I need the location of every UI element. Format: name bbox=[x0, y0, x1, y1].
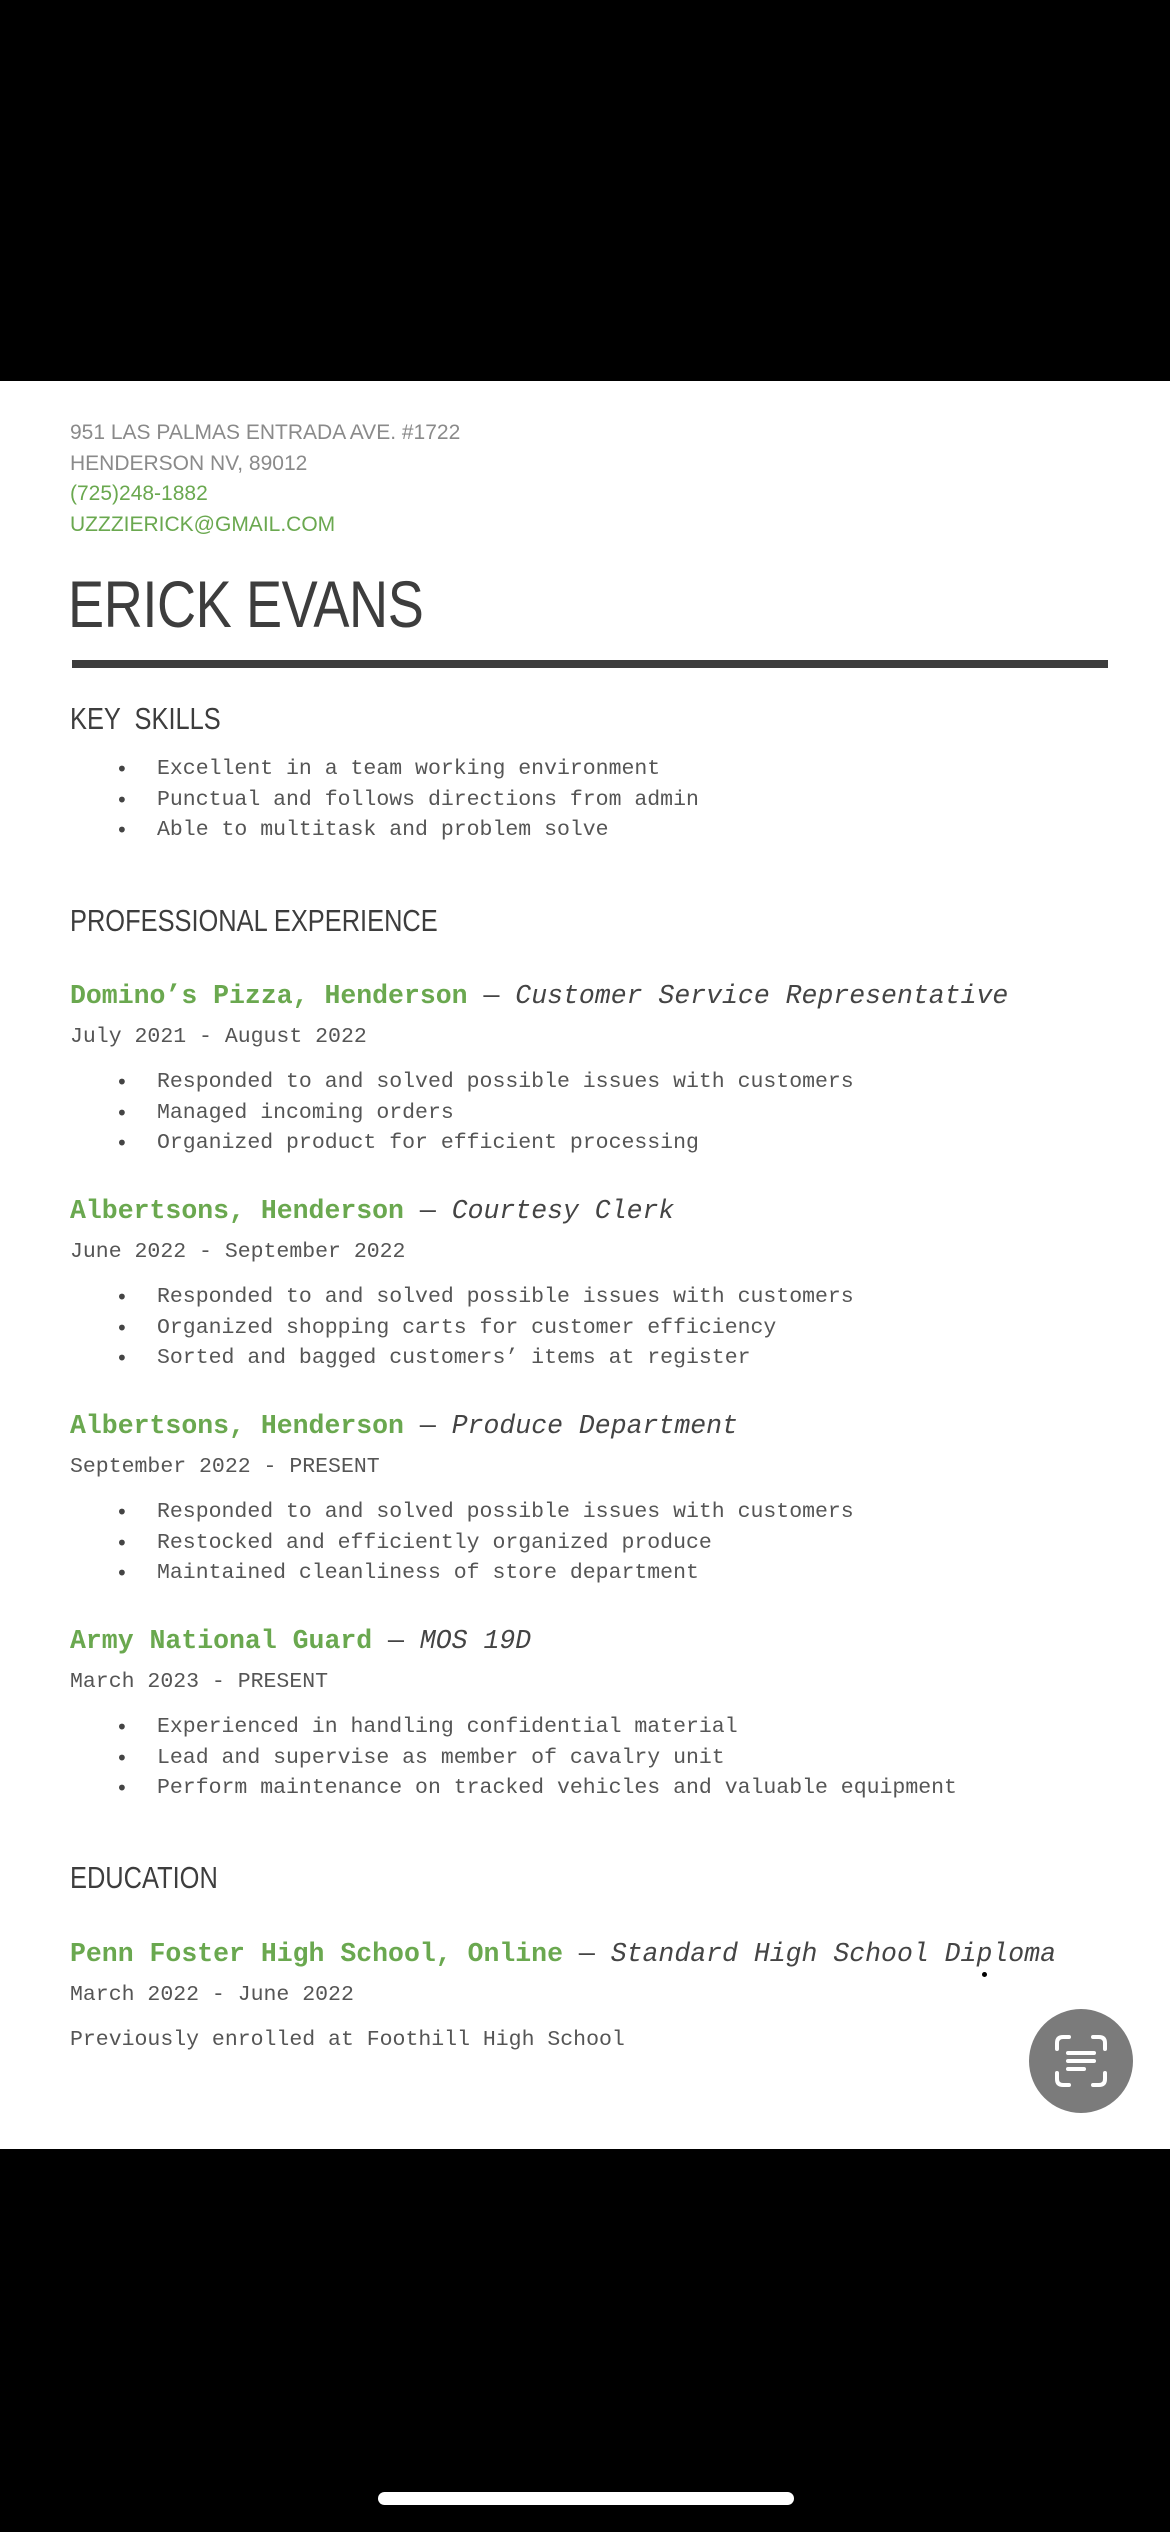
job-title-line bbox=[70, 1198, 674, 1225]
job-dates: June 2022 - September 2022 bbox=[70, 1240, 406, 1264]
job-bullet: • Organized product for efficient processing bbox=[70, 1128, 854, 1159]
job-bullet: • Lead and supervise as member of cavalry unit bbox=[70, 1743, 957, 1774]
job-employer: Albertsons, Henderson bbox=[70, 1411, 404, 1441]
job-bullet: • Sorted and bagged customers’ items at register bbox=[70, 1343, 854, 1374]
skill-item: • Excellent in a team working environment bbox=[70, 754, 699, 785]
job-title-line bbox=[70, 1413, 738, 1440]
job-title-line bbox=[70, 1628, 531, 1655]
address-line-1: 951 LAS PALMAS ENTRADA AVE. #1722 bbox=[70, 421, 461, 444]
candidate-name: ERICK EVANS bbox=[68, 567, 424, 641]
job-role: Produce Department bbox=[451, 1411, 738, 1441]
job-dates: July 2021 - August 2022 bbox=[70, 1025, 367, 1049]
job-role: Customer Service Representative bbox=[515, 981, 1009, 1011]
education-note: Previously enrolled at Foothill High School bbox=[70, 2028, 625, 2052]
skill-item: • Able to multitask and problem solve bbox=[70, 815, 699, 846]
job-employer: Army National Guard bbox=[70, 1626, 373, 1656]
experience-heading: PROFESSIONAL EXPERIENCE bbox=[70, 903, 438, 938]
live-text-button[interactable] bbox=[1029, 2009, 1133, 2113]
school-name: Penn Foster High School, Online bbox=[70, 1939, 563, 1969]
live-text-scan-icon bbox=[1051, 2031, 1111, 2091]
job-bullets bbox=[70, 1497, 854, 1589]
job-bullet: • Responded to and solved possible issues with customers bbox=[70, 1067, 854, 1098]
address-line-2: HENDERSON NV, 89012 bbox=[70, 451, 308, 475]
phone-number[interactable]: (725)248-1882 bbox=[70, 482, 208, 505]
job-bullet: • Responded to and solved possible issues with customers bbox=[70, 1282, 854, 1313]
job-bullets bbox=[70, 1067, 854, 1159]
job-title-line bbox=[70, 983, 1008, 1010]
job-dates: September 2022 - PRESENT bbox=[70, 1455, 380, 1479]
resume-page bbox=[0, 381, 1170, 2149]
job-bullet: • Organized shopping carts for customer efficiency bbox=[70, 1313, 854, 1344]
skills-list bbox=[70, 754, 699, 846]
education-dates: March 2022 - June 2022 bbox=[70, 1983, 354, 2007]
job-dates: March 2023 - PRESENT bbox=[70, 1670, 329, 1694]
job-role: Courtesy Clerk bbox=[451, 1196, 675, 1226]
job-dash: — bbox=[467, 981, 516, 1011]
job-bullets bbox=[70, 1712, 957, 1804]
text-cursor-dot bbox=[982, 1972, 987, 1977]
degree-name: Standard High School Diploma bbox=[610, 1939, 1056, 1969]
education-dash: — bbox=[562, 1939, 611, 1969]
job-bullet: • Experienced in handling confidential material bbox=[70, 1712, 957, 1743]
education-title-line bbox=[70, 1941, 1056, 1968]
home-indicator[interactable] bbox=[378, 2492, 794, 2505]
job-role: MOS 19D bbox=[419, 1626, 532, 1656]
job-bullets bbox=[70, 1282, 854, 1374]
skill-item: • Punctual and follows directions from admin bbox=[70, 785, 699, 816]
job-employer: Albertsons, Henderson bbox=[70, 1196, 404, 1226]
job-bullet: • Managed incoming orders bbox=[70, 1098, 854, 1129]
job-bullet: • Responded to and solved possible issues with customers bbox=[70, 1497, 854, 1528]
job-employer: Domino’s Pizza, Henderson bbox=[70, 981, 468, 1011]
header-divider bbox=[72, 660, 1108, 668]
job-bullet: • Perform maintenance on tracked vehicles and valuable equipment bbox=[70, 1773, 957, 1804]
job-bullet: • Maintained cleanliness of store department bbox=[70, 1558, 854, 1589]
skills-heading: KEY SKILLS bbox=[70, 701, 221, 736]
job-dash: — bbox=[403, 1411, 452, 1441]
job-bullet: • Restocked and efficiently organized produce bbox=[70, 1528, 854, 1559]
contact-block bbox=[70, 418, 460, 540]
job-dash: — bbox=[372, 1626, 420, 1656]
job-dash: — bbox=[403, 1196, 452, 1226]
education-heading: EDUCATION bbox=[70, 1860, 218, 1895]
email-address[interactable]: UZZZIERICK@GMAIL.COM bbox=[70, 512, 336, 536]
